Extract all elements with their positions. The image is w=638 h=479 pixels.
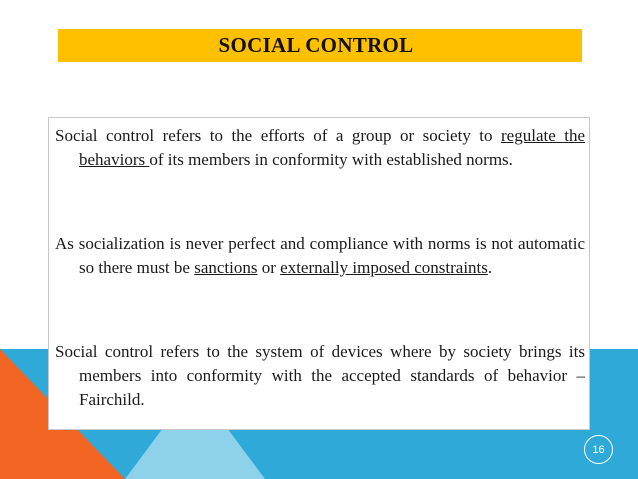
paragraph-2-part-3: or <box>257 258 281 277</box>
page-number: 16 <box>592 443 605 456</box>
paragraph-1 <box>55 124 585 172</box>
title-bar <box>58 29 582 62</box>
paragraph-1-part-3: of its members in conformity with established norms. <box>149 150 513 169</box>
paragraph-1-underlined-phrase: regulate the behaviors <box>79 126 586 169</box>
paragraph-2-part-5: . <box>487 258 493 277</box>
paragraph-2-constraints: externally imposed constraints <box>280 258 488 277</box>
paragraph-3-part-1: Social control refers to the system of devices where by society brings its members into conformity with the accepted standards of behavior – Fairchild. <box>55 342 585 409</box>
page-number-badge <box>584 435 613 464</box>
slide-title: SOCIAL CONTROL <box>218 33 414 57</box>
paragraph-3 <box>55 340 585 412</box>
paragraph-2 <box>55 232 585 280</box>
paragraph-2-part-1: As socialization is never perfect and compliance with norms is not automatic so there must be <box>55 234 585 277</box>
paragraph-1-part-1: Social control refers to the efforts of a group or society to <box>55 126 502 145</box>
paragraph-2-sanctions: sanctions <box>194 258 258 277</box>
